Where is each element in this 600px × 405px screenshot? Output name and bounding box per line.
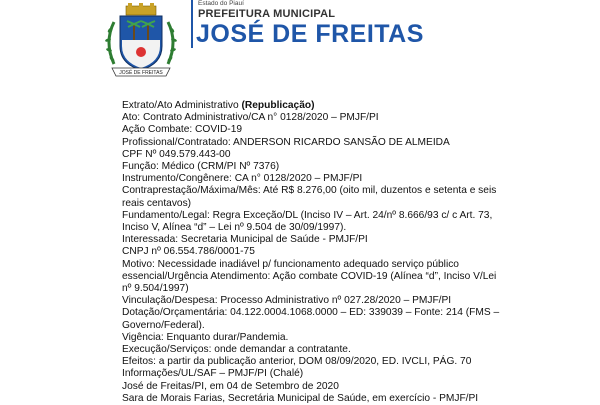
doc-line: Instrumento/Congênere: CA n° 0128/2020 – PMJF/PI bbox=[122, 173, 363, 185]
doc-line: Vigência: Enquanto durar/Pandemia. bbox=[122, 331, 289, 343]
doc-line: Efeitos: a partir da publicação anterior, DOM 08/09/2020, ED. IVCLI, PÁG. 70 bbox=[122, 356, 472, 368]
doc-line: Fundamento/Legal: Regra Exceção/DL (Inciso IV – Art. 24/nº 8.666/93 c/ c Art. 73, Inciso V, Alínea “d” – Lei nº 9.504 de 30/09/1997). bbox=[122, 209, 493, 234]
doc-line: CPF Nº 049.579.443-00 bbox=[122, 148, 231, 160]
doc-line: Sara de Morais Farias, Secretária Municipal de Saúde, em exercício - PMJF/PI bbox=[122, 392, 479, 404]
doc-line: Contraprestação/Máxima/Mês: Até R$ 8.276,00 (oito mil, duzentos e setenta e seis reais centavos) bbox=[122, 185, 497, 209]
document-body bbox=[122, 100, 504, 405]
header bbox=[0, 0, 600, 90]
title-suffix: (Republicação) bbox=[241, 100, 315, 111]
doc-line: Vinculação/Despesa: Processo Administrativo nº 027.28/2020 – PMJF/PI bbox=[122, 295, 452, 307]
doc-line: José de Freitas/PI, em 04 de Setembro de 2020 bbox=[122, 380, 339, 392]
document-title bbox=[122, 100, 504, 112]
doc-line: Ato: Contrato Administrativo/CA n° 0128/2020 – PMJF/PI bbox=[122, 112, 379, 124]
city-title: JOSÉ DE FREITAS bbox=[196, 20, 424, 48]
doc-line: CNPJ nº 06.554.786/0001-75 bbox=[122, 246, 255, 258]
state-name: Estado do Piauí bbox=[198, 0, 244, 7]
doc-line: Execução/Serviços: onde demandar a contratante. bbox=[122, 344, 351, 356]
header-divider bbox=[191, 0, 193, 48]
doc-line: Profissional/Contratado: ANDERSON RICARDO SANSÃO DE ALMEIDA bbox=[122, 136, 450, 148]
doc-line: Informações/UL/SAF – PMJF/PI (Chalé) bbox=[122, 368, 304, 380]
doc-line: Interessada: Secretaria Municipal de Saúde - PMJF/PI bbox=[122, 234, 368, 246]
doc-line: Motivo: Necessidade inadiável p/ funcionamento adequado serviço público essencial/Urgência Atendimento: Ação combate COVID-19 (Alínea “d”, Inciso V/Lei nº 9.504/1997) bbox=[122, 258, 497, 295]
title-prefix: Extrato/Ato Administrativo bbox=[122, 100, 239, 111]
doc-line: Função: Médico (CRM/PI Nº 7376) bbox=[122, 161, 280, 173]
crest-ribbon-text: JOSÉ DE FREITAS bbox=[119, 70, 163, 76]
prefeitura-label: PREFEITURA MUNICIPAL bbox=[198, 8, 336, 20]
doc-line: Ação Combate: COVID-19 bbox=[122, 124, 243, 136]
coat-of-arms-icon bbox=[100, 2, 182, 84]
doc-line: Dotação/Orçamentária: 04.122.0004.1068.0000 – ED: 339039 – Fonte: 214 (FMS – Governo/Federal). bbox=[122, 307, 500, 331]
